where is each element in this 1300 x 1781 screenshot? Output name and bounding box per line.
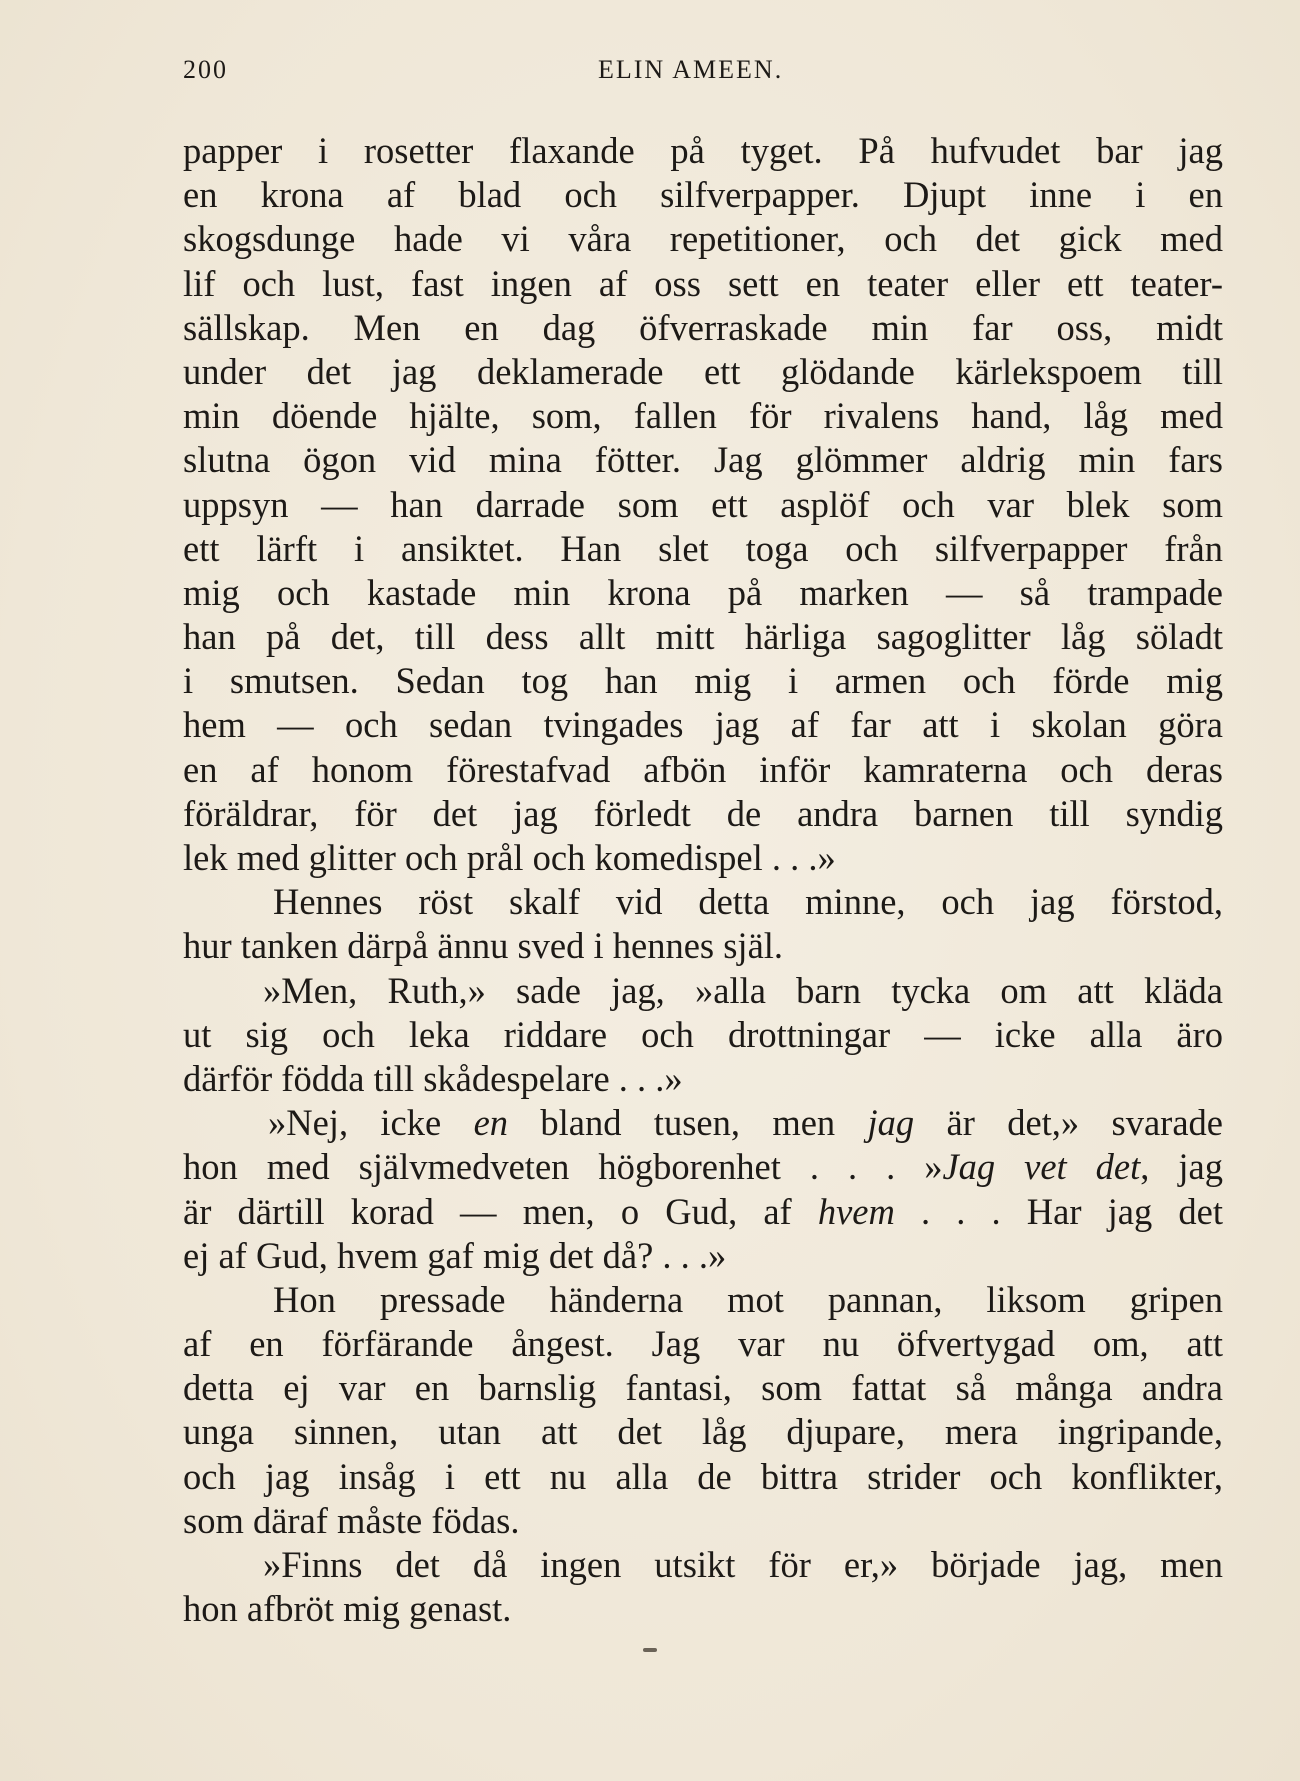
- text-line: mig och kastade min krona på marken — så trampade: [183, 571, 1223, 613]
- text-line: hur tanken därpå ännu sved i hennes själ.: [183, 925, 784, 967]
- text-line: hem — och sedan tvingades jag af far att i skolan göra: [183, 704, 1223, 746]
- text-line: uppsyn — han darrade som ett asplöf och var blek som: [183, 483, 1223, 525]
- page-number: 200: [183, 55, 228, 84]
- text-line: i smutsen. Sedan tog han mig i armen och förde mig: [183, 660, 1223, 702]
- text-line: »Nej, icke en bland tusen, men jag är det,» svarade: [268, 1102, 1223, 1144]
- text-line: papper i rosetter flaxande på tyget. På hufvudet bar jag: [183, 130, 1223, 171]
- text-line: är därtill korad — men, o Gud, af hvem . . . Har jag det: [183, 1190, 1223, 1232]
- text-line: unga sinnen, utan att det låg djupare, mera ingripande,: [183, 1411, 1223, 1453]
- page-header: [183, 55, 1223, 95]
- text-line: som däraf måste födas.: [183, 1499, 520, 1541]
- text-line: hon med självmedveten högborenhet . . . »Jag vet det, jag: [183, 1146, 1223, 1188]
- text-line: »Men, Ruth,» sade jag, »alla barn tycka om att kläda: [263, 969, 1223, 1011]
- text-line: under det jag deklamerade ett glödande kärlekspoem till: [183, 350, 1223, 392]
- text-line: ut sig och leka riddare och drottningar — icke alla äro: [183, 1013, 1223, 1055]
- text-line: därför födda till skådespelare . . .»: [183, 1057, 683, 1099]
- text-line: ett lärft i ansiktet. Han slet toga och silfverpapper från: [183, 527, 1223, 569]
- text-line: lek med glitter och prål och komedispel . . .»: [183, 837, 836, 878]
- ink-smudge: [643, 1648, 657, 1652]
- text-line: detta ej var en barnslig fantasi, som fattat så många andra: [183, 1367, 1223, 1409]
- running-title: ELIN AMEEN.: [598, 55, 784, 84]
- body-text: [183, 129, 1223, 1631]
- text-line: hon afbröt mig genast.: [183, 1588, 512, 1630]
- text-line: lif och lust, fast ingen af oss sett en teater eller ett teater-: [183, 262, 1223, 304]
- text-line: han på det, till dess allt mitt härliga sagoglitter låg söladt: [183, 616, 1223, 658]
- text-line: Hennes röst skalf vid detta minne, och jag förstod,: [273, 881, 1223, 923]
- text-line: skogsdunge hade vi våra repetitioner, och det gick med: [183, 218, 1223, 260]
- text-line: slutna ögon vid mina fötter. Jag glömmer aldrig min fars: [183, 439, 1223, 481]
- text-line: af en förfärande ångest. Jag var nu öfvertygad om, att: [183, 1323, 1223, 1365]
- text-line: en krona af blad och silfverpapper. Djupt inne i en: [183, 174, 1223, 216]
- text-line: Hon pressade händerna mot pannan, liksom gripen: [273, 1278, 1223, 1320]
- text-line: ej af Gud, hvem gaf mig det då? . . .»: [183, 1234, 727, 1276]
- text-line: »Finns det då ingen utsikt för er,» började jag, men: [263, 1544, 1223, 1585]
- text-line: och jag insåg i ett nu alla de bittra strider och konflikter,: [183, 1455, 1223, 1497]
- text-line: min döende hjälte, som, fallen för rivalens hand, låg med: [183, 395, 1223, 437]
- text-line: föräldrar, för det jag förledt de andra barnen till syndig: [183, 792, 1223, 834]
- text-line: sällskap. Men en dag öfverraskade min far oss, midt: [183, 306, 1223, 348]
- text-line: en af honom förestafvad afbön inför kamraterna och deras: [183, 748, 1223, 790]
